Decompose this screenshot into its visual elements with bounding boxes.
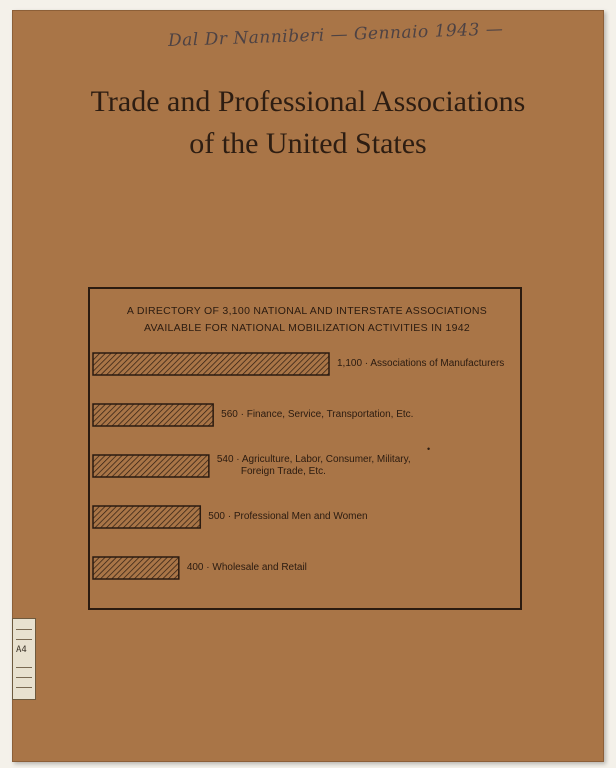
book-title-line-2: of the United States (189, 127, 427, 160)
handwritten-inscription: Dal Dr Nanniberi — Gennaio 1943 — (167, 19, 504, 51)
bar-label-4: 500 · Professional Men and Women (208, 511, 368, 522)
bar-4 (93, 506, 200, 528)
chart-title-line-2: AVAILABLE FOR NATIONAL MOBILIZATION ACTIVITIES IN 1942 (143, 322, 471, 334)
bar-3 (93, 455, 209, 477)
bar-label-1: 1,100 · Associations of Manufacturers (337, 358, 505, 369)
bar-chart (90, 289, 524, 612)
chart-title-line-1: A DIRECTORY OF 3,100 NATIONAL AND INTERSTATE ASSOCIATIONS (126, 305, 488, 317)
bar-2 (93, 404, 213, 426)
bar-5 (93, 557, 179, 579)
bar-label-2: 560 · Finance, Service, Transportation, Etc. (221, 409, 414, 420)
bar-label-5: 400 · Wholesale and Retail (186, 562, 307, 573)
book-title-line-1: Trade and Professional Associations (90, 85, 526, 118)
bar-1 (93, 353, 329, 375)
chart-frame (88, 287, 522, 610)
ink-mark: • (427, 444, 431, 454)
library-spine-label (12, 618, 36, 700)
spine-label-text: A4 (16, 645, 27, 655)
bar-label-3: 540 · Agriculture, Labor, Consumer, Military, Foreign Trade, Etc. (216, 454, 411, 477)
